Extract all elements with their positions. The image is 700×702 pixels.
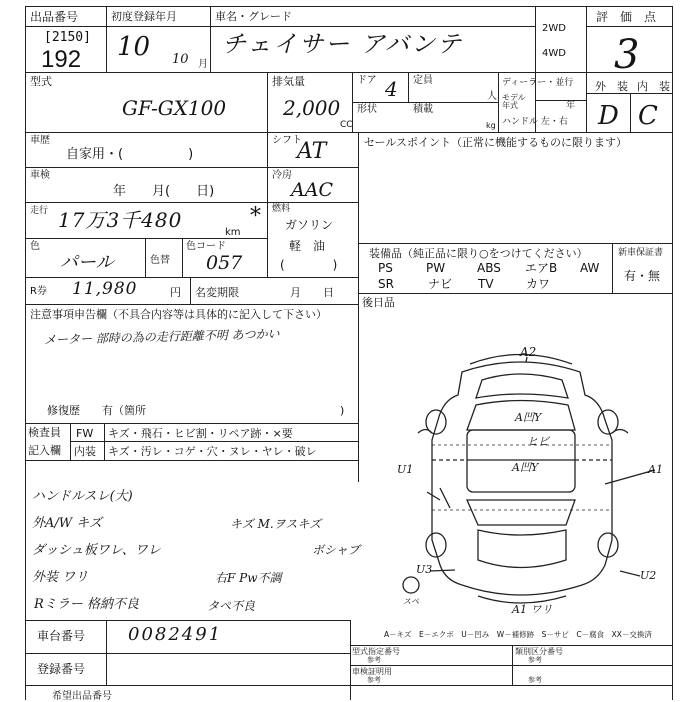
fixed-number-label: 型式指定番号 xyxy=(352,647,400,656)
color-label: 色 xyxy=(30,241,40,252)
shift-label: シフト xyxy=(272,135,302,146)
km-unit: km xyxy=(225,227,241,238)
ref-2: 参考 xyxy=(528,656,542,664)
damage-mark: ヒビ xyxy=(527,435,549,448)
inspector-row1-items: キズ・飛石・ヒビ割・リペア跡・×要 xyxy=(108,427,293,440)
report-note-2: ボシャブ xyxy=(312,543,360,557)
equipment-item: TV xyxy=(478,277,494,291)
year-unit: 年 xyxy=(566,101,576,111)
capacity-unit: 人 xyxy=(487,91,497,102)
report-line: 外装 ワリ xyxy=(32,570,89,585)
damage-mark: A凹Y xyxy=(515,411,542,424)
first-registration-month: 10 xyxy=(172,52,189,67)
notes-handwritten: メーター 部時の為の走行距離不明 あつかい xyxy=(43,326,280,347)
warranty-value: 有・無 xyxy=(624,269,661,283)
car-name-value: チェイサー アバンテ xyxy=(222,30,463,58)
history-label: 車歴 xyxy=(30,135,50,146)
interior-label: 内 装 xyxy=(637,80,670,93)
sales-point-title: セールスポイント（正常に機能するものに限ります） xyxy=(364,136,628,149)
exterior-label: 外 装 xyxy=(595,80,628,93)
displacement-label: 排気量 xyxy=(272,75,305,88)
name-change-label: 名変期限 xyxy=(195,286,239,299)
inspector-label-1: 検査員 xyxy=(28,426,61,439)
evaluation-score: 3 xyxy=(614,32,640,78)
equipment-item: PW xyxy=(426,261,446,275)
report-line: Rミラー 格納不良 xyxy=(34,597,139,612)
fuel-diesel: 軽 油 xyxy=(289,239,326,253)
equipment-item: ナビ xyxy=(428,277,453,291)
displacement-value: 2,000 xyxy=(283,96,341,120)
color-value: パール xyxy=(60,252,114,273)
report-note-3: 右F Pw不調 xyxy=(215,571,282,585)
ref-3: 参考 xyxy=(367,676,381,684)
damage-mark: U3 xyxy=(416,563,433,576)
equipment-item: エアB xyxy=(525,261,558,275)
inspector-row2-head: 内装 xyxy=(74,445,96,458)
certificate-label: 車検証明用 xyxy=(352,667,392,676)
color-code-value: 057 xyxy=(206,252,243,274)
repair-history-label: 修復歴 有（箇所 xyxy=(47,404,146,417)
handle-label: ハンドル 左・右 xyxy=(502,117,568,127)
warranty-label: 新車保証書 xyxy=(618,248,664,258)
equipment-item: PS xyxy=(378,261,393,275)
mileage-asterisk: * xyxy=(250,204,261,229)
damage-mark: U2 xyxy=(640,569,657,582)
equipment-item: AW xyxy=(580,261,600,275)
interior-grade: C xyxy=(638,101,658,131)
lot-number: 192 xyxy=(41,46,82,73)
damage-mark: スペ xyxy=(403,597,419,606)
mileage-label: 走行 xyxy=(30,206,49,216)
report-note-4: タペ不良 xyxy=(207,599,256,613)
fuel-label: 燃料 xyxy=(272,204,291,214)
doors-label: ドア xyxy=(357,75,377,86)
mileage-value: 17万3千480 xyxy=(58,208,183,232)
model-label: 型式 xyxy=(30,75,52,88)
ref-1: 参考 xyxy=(367,656,381,664)
evaluation-label: 評 価 点 xyxy=(596,10,657,24)
recycle-label: R券 xyxy=(30,286,47,297)
ref-4: 参考 xyxy=(528,676,542,684)
capacity-label: 定員 xyxy=(413,75,433,86)
yen-unit: 円 xyxy=(170,286,181,299)
report-line: ハンドルスレ(大) xyxy=(32,489,133,504)
first-registration-year: 10 xyxy=(117,32,151,62)
notes-title: 注意事項申告欄（不具合内容等は具体的に記入して下さい） xyxy=(30,308,327,321)
color-change-label: 色替 xyxy=(150,255,170,266)
rear-items-label: 後日品 xyxy=(362,296,395,309)
inspector-row1-head: FW xyxy=(76,427,94,440)
inspector-row2-items: キズ・汚レ・コゲ・穴・ヌレ・ヤレ・破レ xyxy=(108,445,317,458)
cooling-label: 冷房 xyxy=(272,170,292,181)
shift-value: AT xyxy=(297,139,327,164)
dealer-label: ディーラー・並行 xyxy=(502,78,574,88)
load-label: 積載 xyxy=(413,104,433,115)
recycle-value: 11,980 xyxy=(72,279,138,299)
car-name-label: 車名・グレード xyxy=(215,10,292,23)
first-registration-label: 初度登録年月 xyxy=(111,10,177,23)
damage-mark: A1 xyxy=(648,463,663,476)
report-line: 外A/W キズ xyxy=(32,516,103,531)
chassis-label: 車台番号 xyxy=(37,629,86,643)
report-note-1: キズ M.ヲスキズ xyxy=(230,517,322,531)
shape-label: 形状 xyxy=(357,104,377,115)
equipment-item: ABS xyxy=(477,261,501,275)
doors-value: 4 xyxy=(385,77,398,101)
exterior-grade: D xyxy=(598,101,619,131)
repair-history-paren: ) xyxy=(340,404,345,417)
equipment-title: 装備品（純正品に限り○をつけてください） xyxy=(369,247,588,260)
damage-mark: A2 xyxy=(520,345,537,359)
lot-label: 出品番号 xyxy=(30,10,79,24)
inspection-value: 年 月( 日) xyxy=(113,184,215,199)
model-year-label: モデル 年式 xyxy=(502,93,526,110)
inspector-label-2: 記入欄 xyxy=(28,444,61,457)
fuel-gasoline: ガソリン xyxy=(285,218,334,232)
chassis-value: 0082491 xyxy=(128,624,223,645)
kg-unit: kg xyxy=(486,121,496,130)
cooling-value: AAC xyxy=(291,179,333,201)
equipment-item: SR xyxy=(378,277,394,291)
damage-mark: U1 xyxy=(397,463,414,476)
drive-4wd: 4WD xyxy=(542,48,566,59)
equipment-item: カワ xyxy=(526,277,551,291)
damage-legend: A－キズ E－エクボ U－凹み W－補修跡 S－サビ C－腐食 XX－交換済 xyxy=(384,630,652,639)
fuel-paren: ( ) xyxy=(280,258,338,272)
drive-2wd: 2WD xyxy=(542,23,566,34)
class-number-label: 類別区分番号 xyxy=(515,647,563,656)
inspection-label: 車検 xyxy=(30,170,50,181)
lot-code: [2150] xyxy=(44,30,91,45)
model-value: GF-GX100 xyxy=(122,96,227,120)
bottom-cut-label: 希望出品番号 xyxy=(52,691,112,702)
damage-mark: A1 ワリ xyxy=(512,603,553,616)
damage-mark: A凹Y xyxy=(512,461,539,474)
month-unit: 月 xyxy=(198,59,208,70)
color-code-label: 色コード xyxy=(186,241,226,252)
name-change-value: 月 日 xyxy=(290,286,334,299)
history-value: 自家用・( ) xyxy=(66,147,194,162)
report-line: ダッシュ板ワレ、ワレ xyxy=(32,543,161,558)
cc-unit: CC xyxy=(340,120,353,130)
registration-label: 登録番号 xyxy=(37,662,86,676)
